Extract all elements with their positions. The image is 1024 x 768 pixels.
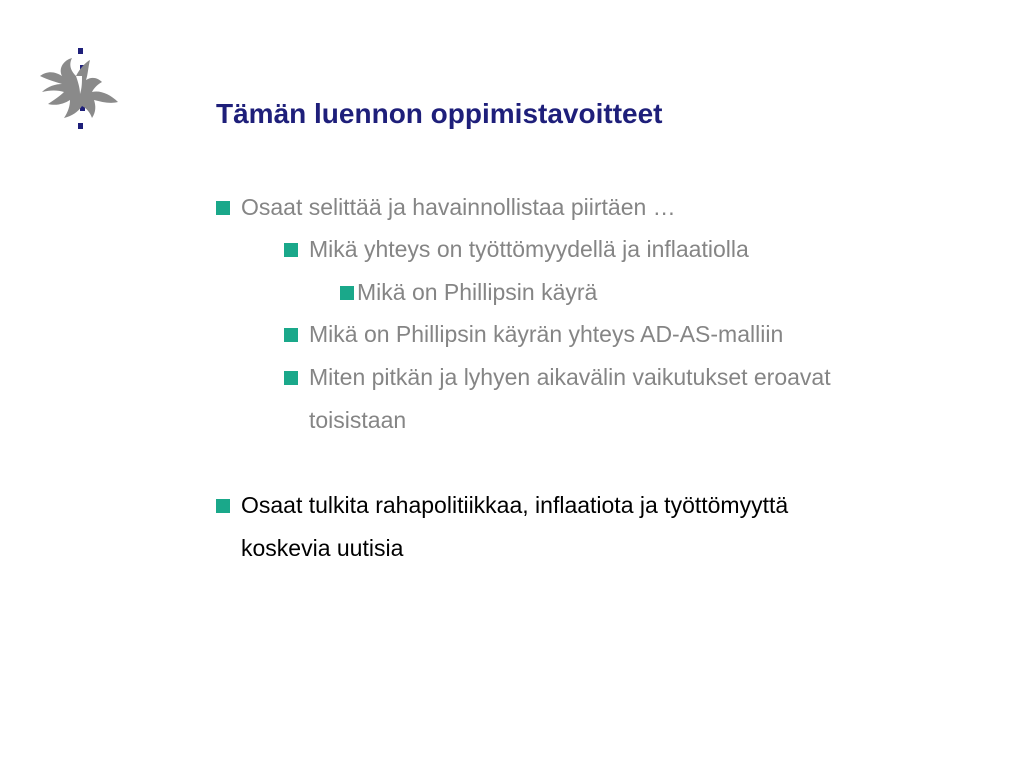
bullet-level3-item bbox=[340, 271, 597, 314]
bullet-text-block bbox=[309, 356, 831, 442]
square-bullet-icon bbox=[216, 201, 230, 215]
university-flame-logo-icon bbox=[36, 46, 126, 136]
square-bullet-icon bbox=[284, 371, 298, 385]
bullet-level2-item bbox=[284, 356, 831, 442]
bullet-text: Mikä yhteys on työttömyydellä ja inflaatiolla bbox=[309, 236, 749, 262]
square-bullet-icon bbox=[284, 328, 298, 342]
bullet-level2-item bbox=[284, 313, 783, 356]
square-bullet-icon bbox=[284, 243, 298, 257]
bullet-text-line: koskevia uutisia bbox=[241, 535, 404, 561]
bullet-text-line: Osaat tulkita rahapolitiikkaa, inflaatiota ja työttömyyttä bbox=[241, 492, 789, 518]
bullet-level1-item bbox=[216, 186, 676, 229]
bullet-level1-item bbox=[216, 484, 788, 570]
square-bullet-icon bbox=[216, 499, 230, 513]
slide-title: Tämän luennon oppimistavoitteet bbox=[216, 98, 663, 129]
bullet-text-line: toisistaan bbox=[309, 407, 407, 433]
bullet-text-line: Miten pitkän ja lyhyen aikavälin vaikutukset eroavat bbox=[309, 364, 831, 390]
bullet-text: Mikä on Phillipsin käyrä bbox=[357, 279, 598, 305]
bullet-text: Mikä on Phillipsin käyrän yhteys AD-AS-malliin bbox=[309, 321, 784, 347]
bullet-text: Osaat selittää ja havainnollistaa piirtäen … bbox=[241, 194, 676, 220]
bullet-level2-item bbox=[284, 228, 749, 271]
bullet-text-block bbox=[241, 484, 788, 570]
square-bullet-icon bbox=[340, 286, 354, 300]
